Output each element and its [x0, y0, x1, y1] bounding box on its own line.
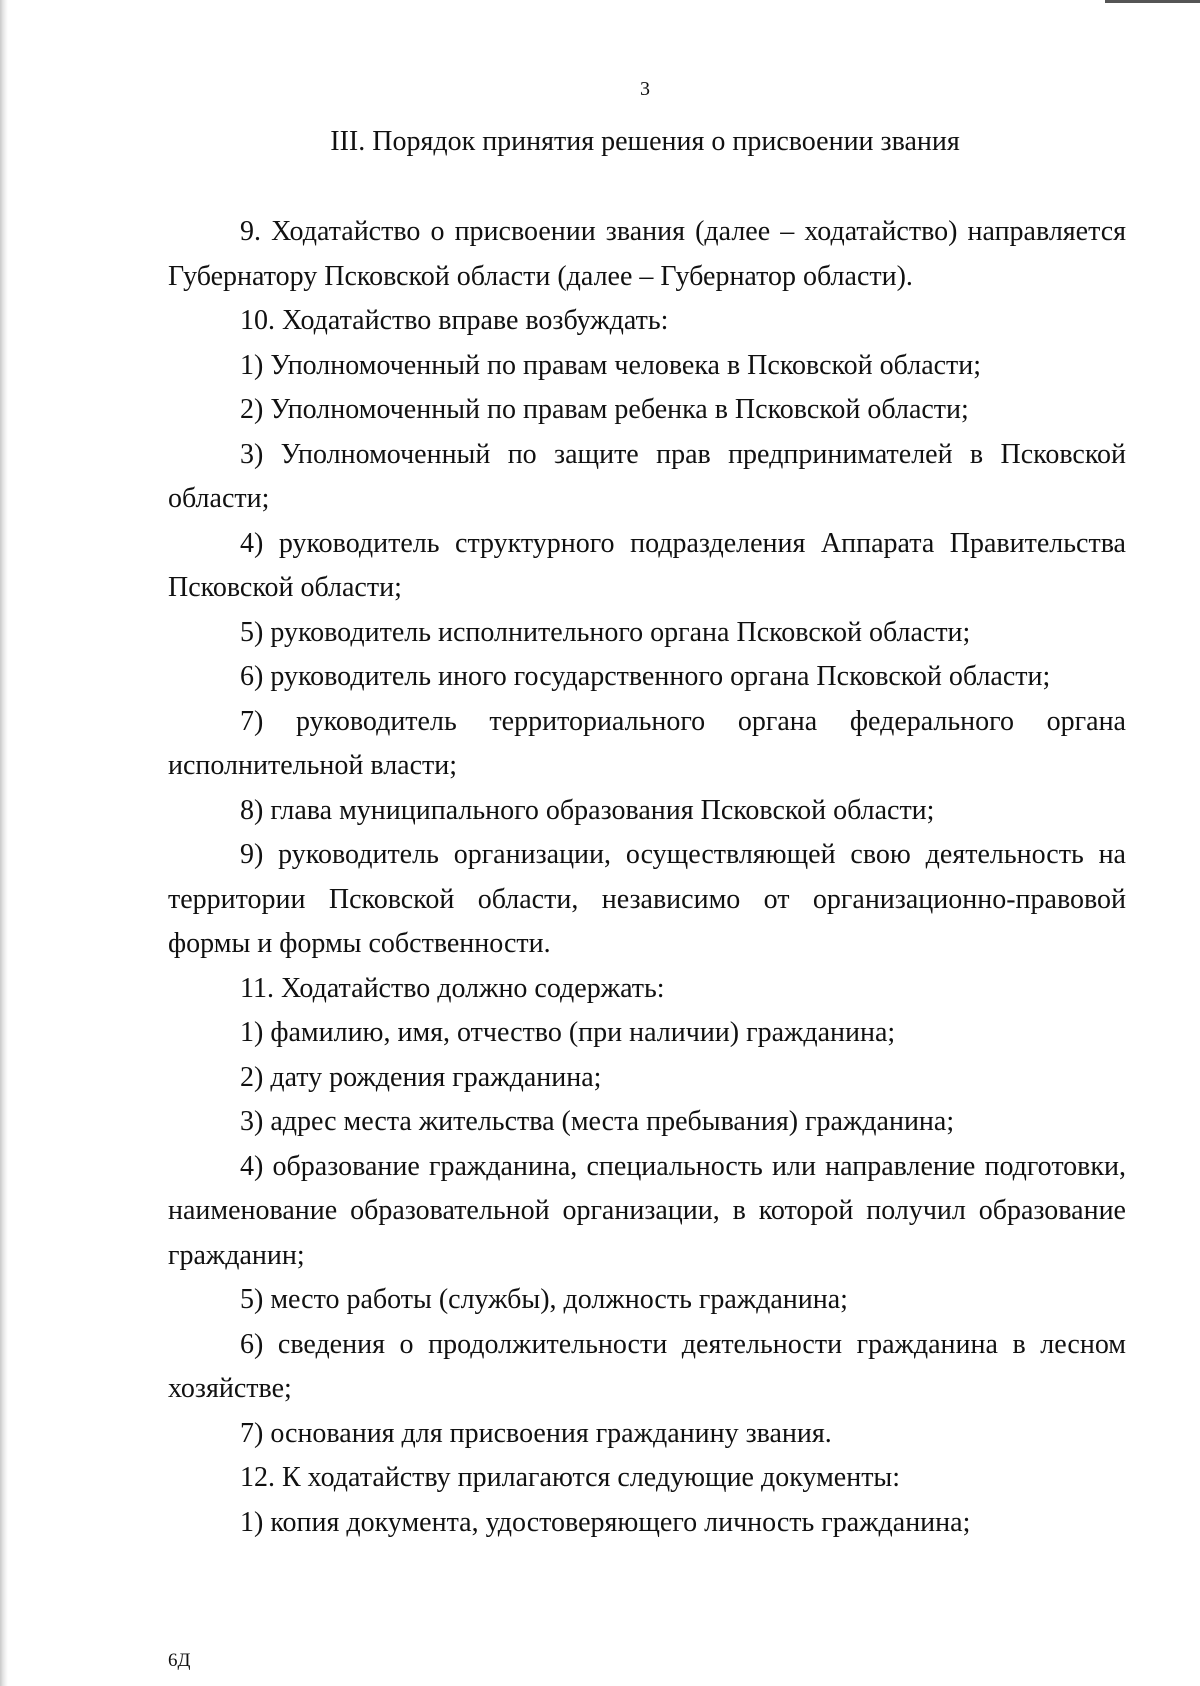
- paragraph-12: 12. К ходатайству прилагаются следующие документы:: [240, 1462, 901, 1493]
- paragraph-11-item-7: 7) основания для присвоения гражданину звания.: [240, 1417, 832, 1449]
- paragraph-11-item-4: 4) образование гражданина, специальность или направление подготовки, наименование образовательной организации, в которой получил образование гражданин;: [168, 1150, 1126, 1271]
- paragraph-10-item-8: 8) глава муниципального образования Псковской области;: [240, 794, 935, 826]
- paragraph-11-item-3: 3) адрес места жительства (места пребывания) гражданина;: [240, 1106, 955, 1137]
- paragraph-10-item-9: 9) руководитель организации, осуществляющей свою деятельность на территории Псковской области, независимо от организационно-правовой формы и формы собственности.: [168, 839, 1126, 959]
- paragraph-10-item-4: 4) руководитель структурного подразделения Аппарата Правительства Псковской области;: [168, 527, 1126, 603]
- footer-code: 6Д: [168, 1650, 191, 1671]
- paragraph-12-item-1: 1) копия документа, удостоверяющего личность гражданина;: [240, 1506, 971, 1538]
- paragraph-10-item-2: 2) Уполномоченный по правам ребенка в Псковской области;: [240, 394, 969, 425]
- paragraph-9: 9. Ходатайство о присвоении звания (далее – ходатайство) направляется Губернатору Псковской области (далее – Губернатор области).: [168, 216, 1126, 292]
- paragraph-10: 10. Ходатайство вправе возбуждать:: [240, 305, 669, 336]
- paragraph-10-item-1: 1) Уполномоченный по правам человека в Псковской области;: [240, 349, 982, 381]
- paragraph-10-item-3: 3) Уполномоченный по защите прав предпринимателей в Псковской области;: [168, 438, 1126, 514]
- paragraph-10-item-7: 7) руководитель территориального органа федерального органа исполнительной власти;: [168, 705, 1126, 781]
- paragraph-11-item-1: 1) фамилию, имя, отчество (при наличии) гражданина;: [240, 1017, 896, 1048]
- paragraph-10-item-6: 6) руководитель иного государственного органа Псковской области;: [240, 661, 1051, 692]
- section-heading: III. Порядок принятия решения о присвоении звания: [330, 126, 960, 157]
- paragraph-11: 11. Ходатайство должно содержать:: [240, 972, 665, 1004]
- scan-top-line: [1105, 0, 1200, 3]
- paragraph-11-item-5: 5) место работы (службы), должность гражданина;: [240, 1284, 848, 1315]
- document-body: [168, 210, 1126, 1545]
- paragraph-11-item-2: 2) дату рождения гражданина;: [240, 1061, 602, 1093]
- scan-edge-shadow: [0, 0, 8, 1686]
- paragraph-11-item-6: 6) сведения о продолжительности деятельности гражданина в лесном хозяйстве;: [168, 1328, 1126, 1404]
- page-number: 3: [640, 78, 650, 100]
- paragraph-10-item-5: 5) руководитель исполнительного органа Псковской области;: [240, 616, 971, 648]
